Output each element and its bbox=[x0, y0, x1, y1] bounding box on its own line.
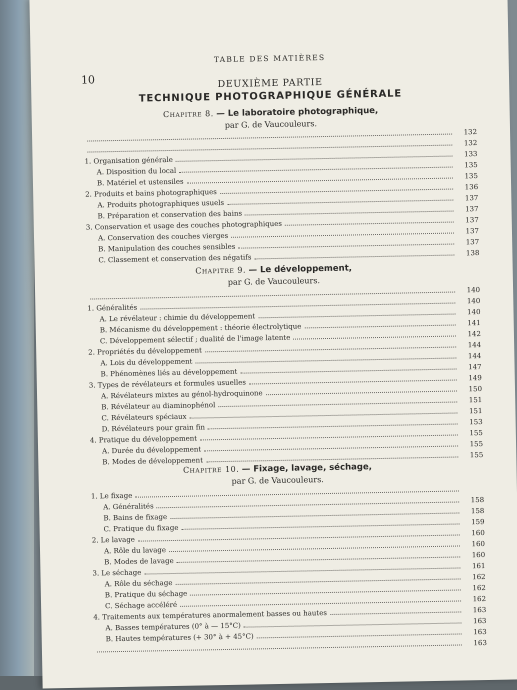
toc-entry-page: 159 bbox=[471, 518, 485, 527]
toc-entry-label: A. Lois du développement bbox=[100, 357, 193, 368]
toc-entry-label: B. Bains de fixage bbox=[103, 513, 168, 523]
toc-entry-label: 2. Produits et bains photographiques bbox=[85, 188, 217, 199]
toc-entry-page: 140 bbox=[466, 286, 481, 295]
part-title: DEUXIÈME PARTIE bbox=[217, 77, 323, 91]
toc-entry-label: A. Durée du développement bbox=[102, 445, 202, 456]
toc-entry-label: A. Révélateurs mixtes au génol-hydroquinone bbox=[100, 389, 263, 401]
toc-entry-page: 162 bbox=[472, 594, 487, 604]
toc-entry-label: B. Modes de développement bbox=[102, 456, 204, 467]
chapter-author: par G. de Vaucouleurs. bbox=[224, 119, 318, 130]
toc-entry-label: 3. Conservation et usage des couches photographiques bbox=[85, 219, 283, 232]
toc-entry-page: 137 bbox=[465, 227, 480, 236]
toc-entry-label: 1. Généralités bbox=[87, 303, 138, 313]
toc-entry-label: A. Conservation des couches vierges bbox=[97, 231, 229, 243]
toc-entry-label: B. Préparation et conservation des bains bbox=[97, 209, 243, 221]
running-head: TABLE DES MATIÈRES bbox=[213, 52, 326, 65]
chapter-label: Chapitre 10. bbox=[182, 464, 240, 475]
toc-entry-label: A. Produits photographiques usuels bbox=[97, 198, 225, 210]
toc-entry-label: B. Pratique du séchage bbox=[104, 589, 188, 600]
toc-entry-label: A. Rôle du séchage bbox=[104, 579, 173, 589]
toc-entry-label: B. Manipulation des couches sensibles bbox=[98, 242, 236, 254]
chapter-title: — Le développement, bbox=[248, 263, 353, 276]
toc-entry-page: 138 bbox=[465, 249, 480, 258]
chapter-8-entries bbox=[84, 127, 479, 267]
toc-entry-label: 4. Pratique du développement bbox=[89, 434, 198, 445]
toc-entry-page: 150 bbox=[468, 385, 483, 394]
dot-leader bbox=[304, 319, 456, 329]
toc-entry-label: A. Disposition du local bbox=[96, 166, 177, 177]
toc-entry-label: B. Révélateur au diaminophénol bbox=[101, 401, 216, 412]
toc-entry-label: B. Hautes températures (+ 30° à + 45°C) bbox=[105, 632, 254, 644]
toc-entry-page: 163 bbox=[473, 627, 487, 637]
toc-entry-page: 155 bbox=[469, 440, 484, 449]
toc-entry-page: 160 bbox=[471, 551, 486, 560]
toc-entry-page: 135 bbox=[464, 172, 478, 181]
toc-entry-label: 4. Traitements aux températures anormalement basses ou hautes bbox=[93, 609, 328, 622]
toc-entry-page: 137 bbox=[465, 238, 480, 247]
toc-entry-label: B. Mécanisme du développement : théorie électrolytique bbox=[99, 322, 302, 335]
toc-entry-page: 151 bbox=[468, 396, 483, 405]
toc-entry-page: 160 bbox=[471, 529, 485, 538]
toc-entry-page: 163 bbox=[473, 638, 487, 648]
toc-entry-label: A. Le révélateur : chimie du développement bbox=[99, 312, 256, 324]
toc-entry-page: 163 bbox=[473, 616, 487, 626]
toc-entry-page: 155 bbox=[469, 429, 483, 438]
toc-entry-label: C. Séchage accéléré bbox=[105, 600, 178, 611]
toc-entry-page: 137 bbox=[465, 205, 479, 214]
toc-entry-label: 2. Le lavage bbox=[91, 535, 135, 545]
toc-entry-label: A. Généralités bbox=[103, 502, 154, 512]
toc-entry-page: 136 bbox=[464, 183, 479, 192]
toc-entry-label: D. Révélateurs pour grain fin bbox=[101, 423, 206, 434]
toc-entry-page: 155 bbox=[469, 451, 484, 460]
book-edge-left bbox=[0, 0, 34, 690]
toc-entry-label: B. Matériel et ustensiles bbox=[96, 177, 184, 188]
toc-entry-page: 141 bbox=[467, 319, 481, 328]
toc-entry-page: 149 bbox=[468, 374, 482, 383]
toc-entry-page: 158 bbox=[470, 496, 485, 505]
toc-entry-page: 144 bbox=[467, 341, 482, 350]
toc-entry-page: 161 bbox=[471, 562, 486, 571]
chapter-10-entries bbox=[91, 484, 487, 657]
toc-entry-page: 142 bbox=[467, 330, 482, 339]
toc-entry-page: 151 bbox=[468, 407, 483, 416]
toc-entry-page: 162 bbox=[472, 573, 486, 582]
toc-entry-label: 1. Le fixage bbox=[90, 491, 133, 501]
toc-entry-label: 3. Le séchage bbox=[92, 568, 142, 578]
toc-entry-page: 144 bbox=[467, 352, 482, 361]
toc-entry-page: 153 bbox=[469, 418, 483, 427]
toc-entry-page: 162 bbox=[472, 583, 486, 593]
toc-entry-label: B. Modes de lavage bbox=[104, 556, 174, 567]
part-subtitle: TECHNIQUE PHOTOGRAPHIQUE GÉNÉRALE bbox=[138, 88, 403, 105]
chapter-title: — Fixage, lavage, séchage, bbox=[241, 462, 373, 475]
toc-entry-page: 137 bbox=[465, 216, 479, 225]
toc-entry-page: 135 bbox=[464, 161, 478, 170]
toc-entry-page: 158 bbox=[470, 507, 485, 516]
toc-entry-page: 147 bbox=[468, 363, 482, 372]
toc-entry-label: 1. Organisation générale bbox=[84, 155, 173, 166]
chapter-author: par G. de Vaucouleurs. bbox=[227, 276, 321, 287]
chapter-author: par G. de Vaucouleurs. bbox=[231, 475, 324, 486]
page-number: 10 bbox=[80, 73, 96, 87]
toc-entry-label: C. Classement et conservation des négatifs bbox=[98, 253, 252, 265]
toc-entry-page: 137 bbox=[464, 194, 479, 203]
toc-entry-page: 163 bbox=[472, 605, 487, 615]
chapter-label: Chapitre 8. bbox=[163, 109, 214, 120]
toc-entry-label: C. Pratique du fixage bbox=[103, 523, 179, 534]
toc-entry-label: 3. Types de révélateurs et formules usuelles bbox=[88, 378, 247, 390]
toc-entry-page: 132 bbox=[463, 128, 478, 137]
chapter-9-entries bbox=[87, 285, 483, 469]
toc-entry-page: 133 bbox=[464, 150, 478, 159]
toc-entry-label: B. Phénomènes liés au développement bbox=[100, 367, 238, 379]
chapter-title: — Le laboratoire photographique, bbox=[216, 105, 379, 120]
dot-leader bbox=[330, 605, 461, 615]
toc-entry-label: C. Révélateurs spéciaux bbox=[101, 412, 187, 423]
toc-entry-page: 140 bbox=[466, 297, 481, 306]
toc-entry-label: A. Rôle du lavage bbox=[103, 546, 167, 556]
toc-entry-label: A. Basses températures (0° à — 15°C) bbox=[105, 621, 241, 633]
toc-entry-label: C. Développement sélectif ; dualité de l'image latente bbox=[99, 333, 291, 346]
toc-entry-page: 140 bbox=[467, 308, 481, 317]
toc-entry-label: 2. Propriétés du développement bbox=[88, 346, 203, 357]
book-page bbox=[29, 0, 517, 689]
toc-entry-page: 160 bbox=[471, 540, 486, 549]
toc-entry-page: 132 bbox=[463, 139, 478, 148]
chapter-label: Chapitre 9. bbox=[195, 265, 247, 276]
